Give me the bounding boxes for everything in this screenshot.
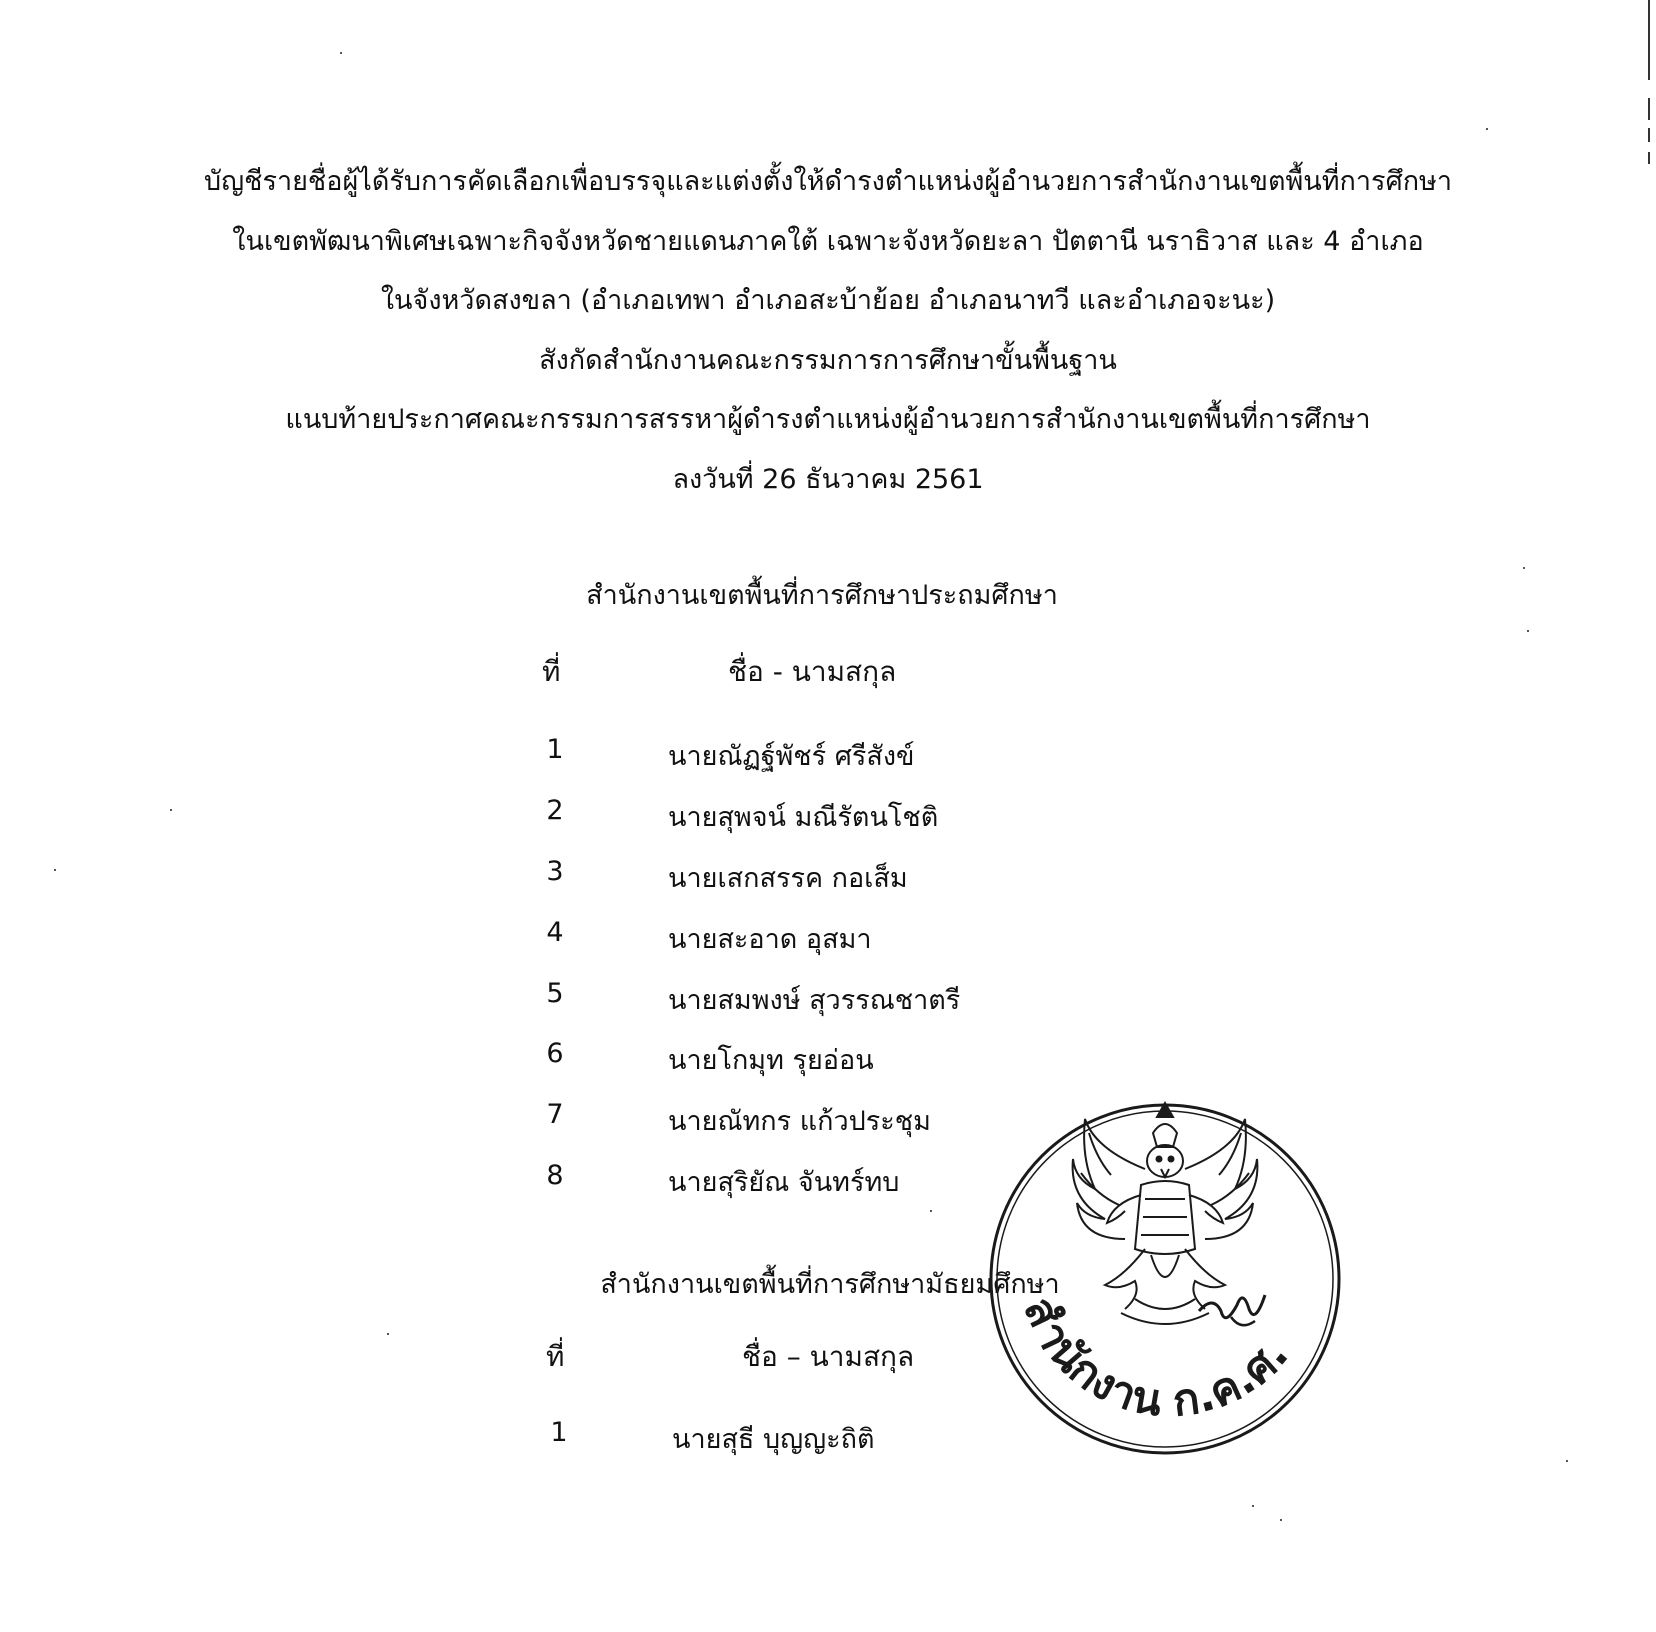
table-row [0, 978, 1100, 1028]
column-header-name: ชื่อ – นามสกุล [742, 1340, 915, 1373]
scan-speck [1252, 1505, 1254, 1507]
table-row [0, 1160, 1100, 1210]
scan-edge-mark [1648, 128, 1650, 142]
scan-speck [387, 1333, 389, 1335]
section-heading-primary: สำนักงานเขตพื้นที่การศึกษาประถมศึกษา [586, 580, 1058, 611]
seal-text: สำนักงาน ก.ค.ศ. [1013, 1289, 1299, 1427]
table-row [0, 917, 1100, 967]
table-row [0, 1417, 1100, 1467]
title-line-date: ลงวันที่ 26 ธันวาคม 2561 [672, 463, 984, 495]
table-row [0, 795, 1100, 845]
row-name: นายสะอาด อุสมา [668, 924, 872, 955]
row-number: 6 [546, 1038, 564, 1069]
section-heading-secondary: สำนักงานเขตพื้นที่การศึกษามัธยมศึกษา [600, 1269, 1060, 1300]
scan-speck [340, 52, 342, 54]
table-row [0, 1038, 1100, 1088]
signature-stroke [1199, 1295, 1265, 1318]
row-number: 2 [546, 795, 564, 826]
row-name: นายสุริยัณ จันทร์ทบ [668, 1167, 900, 1198]
row-number: 1 [550, 1417, 568, 1448]
official-seal [985, 1099, 1345, 1459]
row-name: นายณัฏฐ์พัชร์ ศรีสังข์ [668, 741, 915, 772]
document-title [0, 152, 1656, 509]
scan-speck [1523, 567, 1525, 569]
title-line-4: สังกัดสำนักงานคณะกรรมการการศึกษาขั้นพื้นฐาน [539, 344, 1117, 376]
row-name: นายสุพจน์ มณีรัตนโชติ [668, 802, 939, 833]
row-number: 4 [546, 917, 564, 948]
scan-speck [54, 869, 56, 871]
row-number: 1 [546, 734, 564, 765]
row-name: นายสมพงษ์ สุวรรณชาตรี [668, 985, 961, 1016]
table-row [0, 856, 1100, 906]
title-line-2: ในเขตพัฒนาพิเศษเฉพาะกิจจังหวัดชายแดนภาคใต้ เฉพาะจังหวัดยะลา ปัตตานี นราธิวาส และ 4 อำเภอ [232, 225, 1424, 257]
column-header-number: ที่ [542, 655, 561, 688]
column-header-number: ที่ [546, 1340, 565, 1373]
title-line-3: ในจังหวัดสงขลา (อำเภอเทพา อำเภอสะบ้าย้อย อำเภอนาทวี และอำเภอจะนะ) [380, 285, 1276, 316]
column-header-name: ชื่อ - นามสกุล [728, 655, 897, 688]
row-name: นายโกมุท รุยอ่อน [668, 1045, 874, 1076]
row-number: 8 [546, 1160, 564, 1191]
table-row [0, 734, 1100, 784]
scan-edge-mark [1648, 0, 1650, 80]
scan-speck [1566, 1460, 1568, 1462]
title-line-1: บัญชีรายชื่อผู้ได้รับการคัดเลือกเพื่อบรรจุและแต่งตั้งให้ดำรงตำแหน่งผู้อำนวยการสำนักงานเขตพื้นที่การศึกษา [203, 166, 1453, 197]
scan-speck [930, 1210, 932, 1212]
scan-speck [1527, 630, 1529, 632]
garuda-emblem-icon [1073, 1103, 1258, 1324]
row-number: 5 [546, 978, 564, 1009]
row-number: 3 [546, 856, 564, 887]
scan-edge-mark [1648, 98, 1650, 120]
scan-edge-mark [1648, 152, 1650, 164]
table-row [0, 1099, 1100, 1149]
scan-speck [170, 809, 172, 811]
scan-speck [1280, 1519, 1282, 1521]
row-name: นายเสกสรรค กอเส็ม [668, 863, 908, 894]
row-number: 7 [546, 1099, 564, 1130]
title-line-5: แนบท้ายประกาศคณะกรรมการสรรหาผู้ดำรงตำแหน่งผู้อำนวยการสำนักงานเขตพื้นที่การศึกษา [285, 404, 1371, 435]
scan-speck [1486, 128, 1488, 130]
row-name: นายณัทกร แก้วประชุม [668, 1106, 931, 1137]
row-name: นายสุธี บุญญะถิติ [672, 1424, 875, 1455]
